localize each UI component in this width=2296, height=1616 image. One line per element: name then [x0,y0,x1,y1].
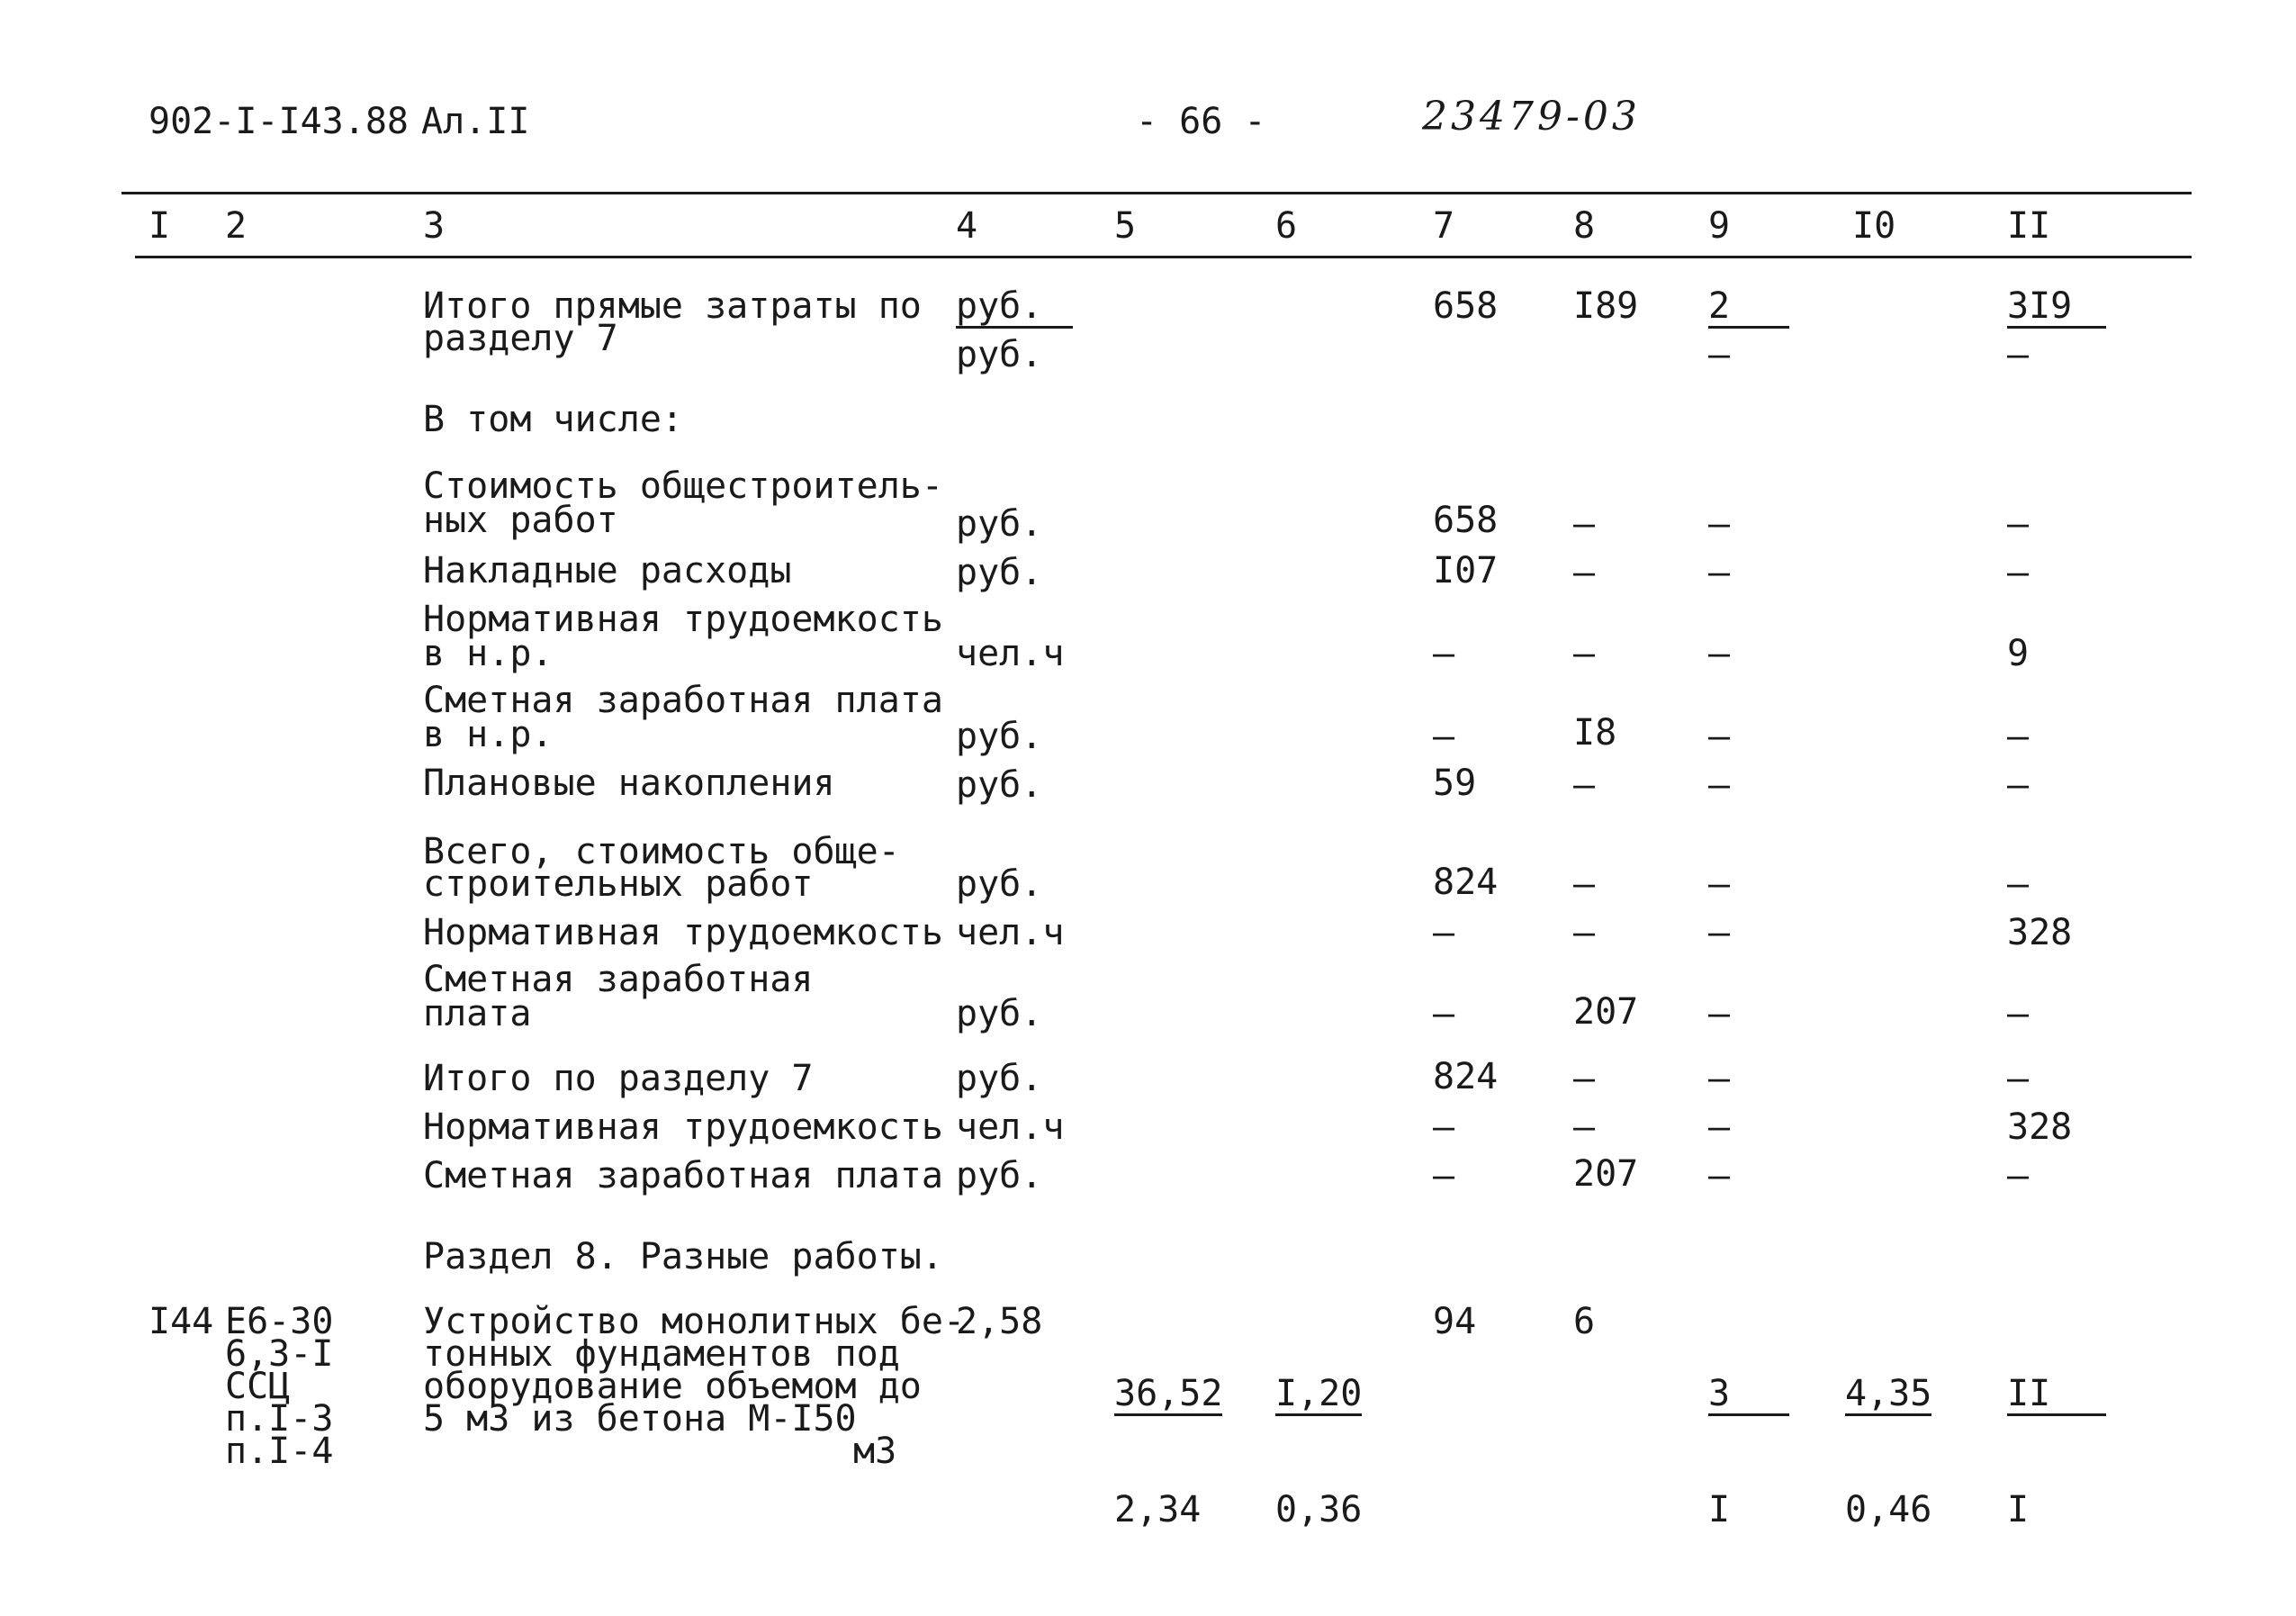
row-label-continued: ных работ [423,500,618,541]
cell-col9: – [1708,993,1731,1034]
row-label: Нормативная трудоемкость [423,1106,943,1148]
cell-col7: 59 [1433,763,1477,804]
cell-col8: – [1573,633,1596,674]
including-label: В том числе: [423,399,683,440]
column-number: 2 [225,205,248,247]
item-code: п.I-3 [225,1398,334,1440]
unit-value: руб. [956,993,1043,1034]
cell-col11: – [2007,503,2030,545]
cell-col7: 658 [1433,500,1499,541]
cell-col8: – [1573,764,1596,806]
row-label: Сметная заработная [423,959,814,1000]
cell-col11: – [2007,716,2030,757]
cell-col7: – [1433,912,1455,953]
item-description: Устройство монолитных бе- [423,1301,966,1342]
unit-value: руб. [956,1058,1043,1099]
row-label-continued: разделу 7 [423,318,618,359]
cell-col9: – [1708,863,1731,905]
column-number: 3 [423,205,446,247]
column-number: I0 [1852,205,1896,247]
cell-col7: – [1433,993,1455,1034]
section-title: Раздел 8. Разные работы. [423,1236,943,1277]
item-description: тонных фундаментов под [423,1333,900,1375]
cell-col7: – [1433,1155,1455,1196]
fraction-bottom: I [2007,1489,2030,1530]
fraction-bottom: 2,34 [1114,1489,1202,1530]
cell-col11: – [2007,993,2030,1034]
cell-col7: – [1433,1106,1455,1148]
unit-value: руб. [956,716,1043,757]
cell-col8: – [1573,863,1596,905]
column-number: 5 [1114,205,1137,247]
row-label: Плановые накопления [423,763,835,804]
fraction-top: I,20 [1275,1373,1363,1414]
fraction-bottom: I [1708,1489,1731,1530]
cell-col7: – [1433,716,1455,757]
cell-col8: – [1573,1058,1596,1099]
cell-col8: – [1573,503,1596,545]
row-label-continued: в н.р. [423,633,554,674]
cell-col9: – [1708,552,1731,593]
item-description: 5 м3 из бетона М-I50 [423,1398,857,1440]
cell-col9: – [1708,633,1731,674]
row-label: Всего, стоимость обще- [423,831,900,872]
item-number: I44 [149,1301,214,1342]
row-label: Сметная заработная плата [423,680,943,721]
cell-col9: – [1708,1106,1731,1148]
cell-col11: 9 [2007,633,2030,674]
cell-col11: – [2007,863,2030,905]
row-label-continued: строительных работ [423,863,814,905]
cell-col5-fraction [1114,1304,1222,1600]
fraction-top: 3 [1708,1376,1789,1416]
document-code: 902-I-I43.88 [149,101,409,142]
page-number: - 66 - [1136,101,1266,142]
cell-col11-fraction [2007,1304,2106,1600]
row-label-continued: плата [423,993,532,1034]
cell-col11: – [2007,552,2030,593]
cell-col11: – [2007,1155,2030,1196]
cell-col7: 824 [1433,1056,1499,1097]
item-unit: м3 [853,1431,897,1472]
row-label: Накладные расходы [423,550,792,591]
column-number: 8 [1573,205,1596,247]
cell-col8: – [1573,912,1596,953]
row-label: Нормативная трудоемкость [423,599,943,640]
column-number: I [149,205,171,247]
cell-col9: – [1708,912,1731,953]
table-top-rule [122,192,2192,194]
cell-col7: 94 [1433,1301,1477,1342]
cell-col9-fraction [1708,1304,1789,1600]
cell-col8: 6 [1573,1301,1596,1342]
cell-col4: 2,58 [956,1301,1043,1342]
item-code: 6,3-I [225,1333,334,1375]
row-label: Нормативная трудоемкость [423,912,943,953]
item-description: оборудование объемом до [423,1366,922,1407]
column-number: 6 [1275,205,1298,247]
fraction-top: 36,52 [1114,1373,1223,1414]
column-number: II [2007,205,2051,247]
item-code: Е6-30 [225,1301,334,1342]
unit-value: чел.ч [956,912,1065,953]
cell-col8: – [1573,552,1596,593]
cell-col11: 328 [2007,912,2073,953]
cell-col9: – [1708,764,1731,806]
cell-col8: 207 [1573,991,1639,1033]
inventory-number: 23479-03 [1422,94,1641,140]
cell-col11-bottom: – [2007,334,2030,375]
cell-col11: – [2007,764,2030,806]
cell-col7: I07 [1433,550,1499,591]
fraction-bottom: 0,46 [1845,1489,1932,1530]
unit-value: чел.ч [956,1106,1065,1148]
unit-value: руб. [956,288,1073,329]
unit-value: руб. [956,1155,1043,1196]
column-number: 7 [1433,205,1455,247]
cell-col7: 658 [1433,285,1499,327]
cell-col11: – [2007,1058,2030,1099]
cell-col10-fraction [1845,1304,1931,1600]
fraction-top: II [2007,1376,2106,1416]
item-code: п.I-4 [225,1431,334,1472]
column-number: 4 [956,205,978,247]
row-label: Итого прямые затраты по [423,285,922,327]
unit-value: чел.ч [956,633,1065,674]
cell-col8: 207 [1573,1153,1639,1195]
row-label: Итого по разделу 7 [423,1058,814,1099]
fraction-top: 4,35 [1845,1373,1932,1414]
cell-col11-top: 3I9 [2007,288,2106,329]
unit-value: руб. [956,334,1043,375]
row-label: Стоимость общестроитель- [423,465,943,507]
cell-col8: I89 [1573,285,1639,327]
item-code: ССЦ [225,1366,291,1407]
row-label-continued: в н.р. [423,714,554,755]
unit-value: руб. [956,764,1043,806]
cell-col6-fraction [1275,1304,1362,1600]
cell-col9: – [1708,503,1731,545]
cell-col7: 824 [1433,862,1499,903]
unit-value: руб. [956,503,1043,545]
row-label: Сметная заработная плата [423,1155,943,1196]
fraction-bottom: 0,36 [1275,1489,1363,1530]
cell-col9-top: 2 [1708,288,1789,329]
cell-col9: – [1708,1155,1731,1196]
cell-col9: – [1708,1058,1731,1099]
unit-value: руб. [956,552,1043,593]
cell-col11: 328 [2007,1106,2073,1148]
cell-col9-bottom: – [1708,334,1731,375]
cell-col8: I8 [1573,712,1617,754]
cell-col9: – [1708,716,1731,757]
cell-col8: – [1573,1106,1596,1148]
cell-col7: – [1433,633,1455,674]
unit-value: руб. [956,863,1043,905]
album-number: Ал.II [421,101,530,142]
column-number: 9 [1708,205,1731,247]
header-bottom-rule [135,256,2192,258]
